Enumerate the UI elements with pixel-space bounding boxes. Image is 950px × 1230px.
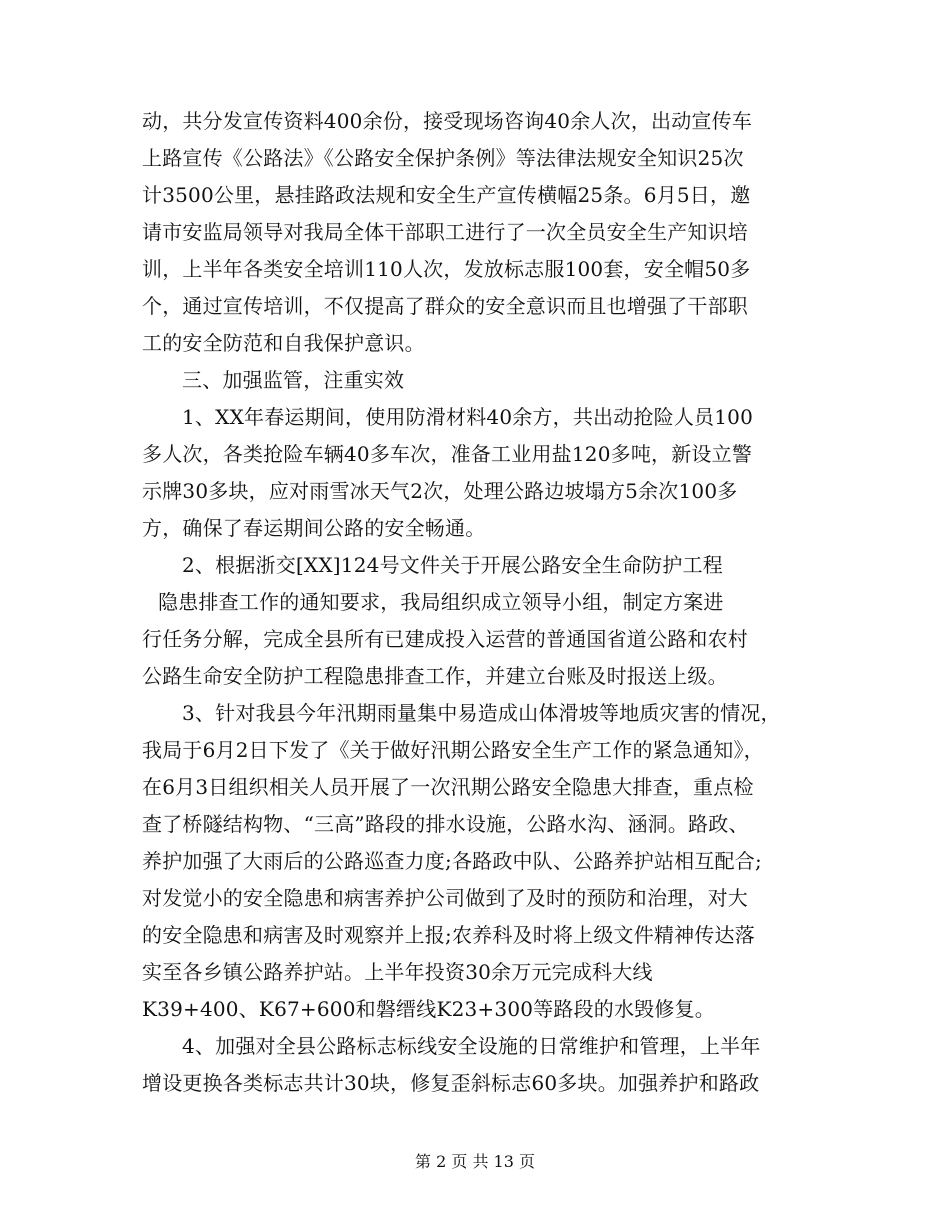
document-body (142, 103, 832, 1102)
text-line: 方，确保了春运期间公路的安全畅通。 (142, 516, 486, 540)
text-line: 请市安监局领导对我局全体干部职工进行了一次全员安全生产知识培 (142, 220, 748, 244)
text-line: 3、针对我县今年汛期雨量集中易造成山体滑坡等地质灾害的情况， (182, 701, 781, 725)
text-line: 动，共分发宣传资料400余份，接受现场咨询40余人次，出动宣传车 (142, 109, 753, 133)
text-line: 计3500公里，悬挂路政法规和安全生产宣传横幅25条。6月5日，邀 (142, 183, 751, 207)
text-line: 查了桥隧结构物、“三高”路段的排水设施，公路水沟、涵洞。路政、 (142, 812, 749, 836)
text-line: 训，上半年各类安全培训110人次，发放标志服100套，安全帽50多 (142, 257, 751, 281)
text-line: 实至各乡镇公路养护站。上半年投资30余万元完成科大线 (142, 960, 653, 984)
text-line: 上路宣传《公路法》《公路安全保护条例》等法律法规安全知识25次 (142, 146, 744, 170)
text-line: 隐患排查工作的通知要求，我局组织成立领导小组，制定方案进 (158, 590, 724, 614)
text-line: 对发觉小的安全隐患和病害养护公司做到了及时的预防和治理，对大 (142, 886, 748, 910)
text-line: 2、根据浙交[XX]124号文件关于开展公路安全生命防护工程 (182, 553, 723, 577)
text-line: 多人次，各类抢险车辆40多车次，准备工业用盐120多吨，新设立警 (142, 442, 753, 466)
text-line: 在6月3日组织相关人员开展了一次汛期公路安全隐患大排查，重点检 (142, 775, 754, 799)
text-line: 1、XX年春运期间，使用防滑材料40余方，共出动抢险人员100 (182, 405, 754, 429)
text-line: 增设更换各类标志共计30块，修复歪斜标志60多块。加强养护和路政 (142, 1071, 760, 1095)
text-line: 4、加强对全县公路标志标线安全设施的日常维护和管理，上半年 (182, 1034, 761, 1058)
text-line: 工的安全防范和自我保护意识。 (142, 331, 425, 355)
text-line: K39+400、K67+600和磐缙线K23+300等路段的水毁修复。 (142, 997, 715, 1021)
text-line: 公路生命安全防护工程隐患排查工作，并建立台账及时报送上级。 (142, 664, 728, 688)
section-heading: 三、加强监管，注重实效 (182, 368, 405, 392)
text-line: 个，通过宣传培训，不仅提高了群众的安全意识而且也增强了干部职 (142, 294, 748, 318)
text-line: 行任务分解，完成全县所有已建成投入运营的普通国省道公路和农村 (142, 627, 748, 651)
text-line: 示牌30多块，应对雨雪冰天气2次，处理公路边坡塌方5余次100多 (142, 479, 738, 503)
text-line: 我局于6月2日下发了《关于做好汛期公路安全生产工作的紧急通知》， (142, 738, 764, 762)
page-number-footer: 第 2 页 共 13 页 (415, 1152, 535, 1171)
text-line: 的安全隐患和病害及时观察并上报;农养科及时将上级文件精神传达落 (142, 923, 755, 947)
text-line: 养护加强了大雨后的公路巡查力度;各路政中队、公路养护站相互配合; (142, 849, 762, 873)
